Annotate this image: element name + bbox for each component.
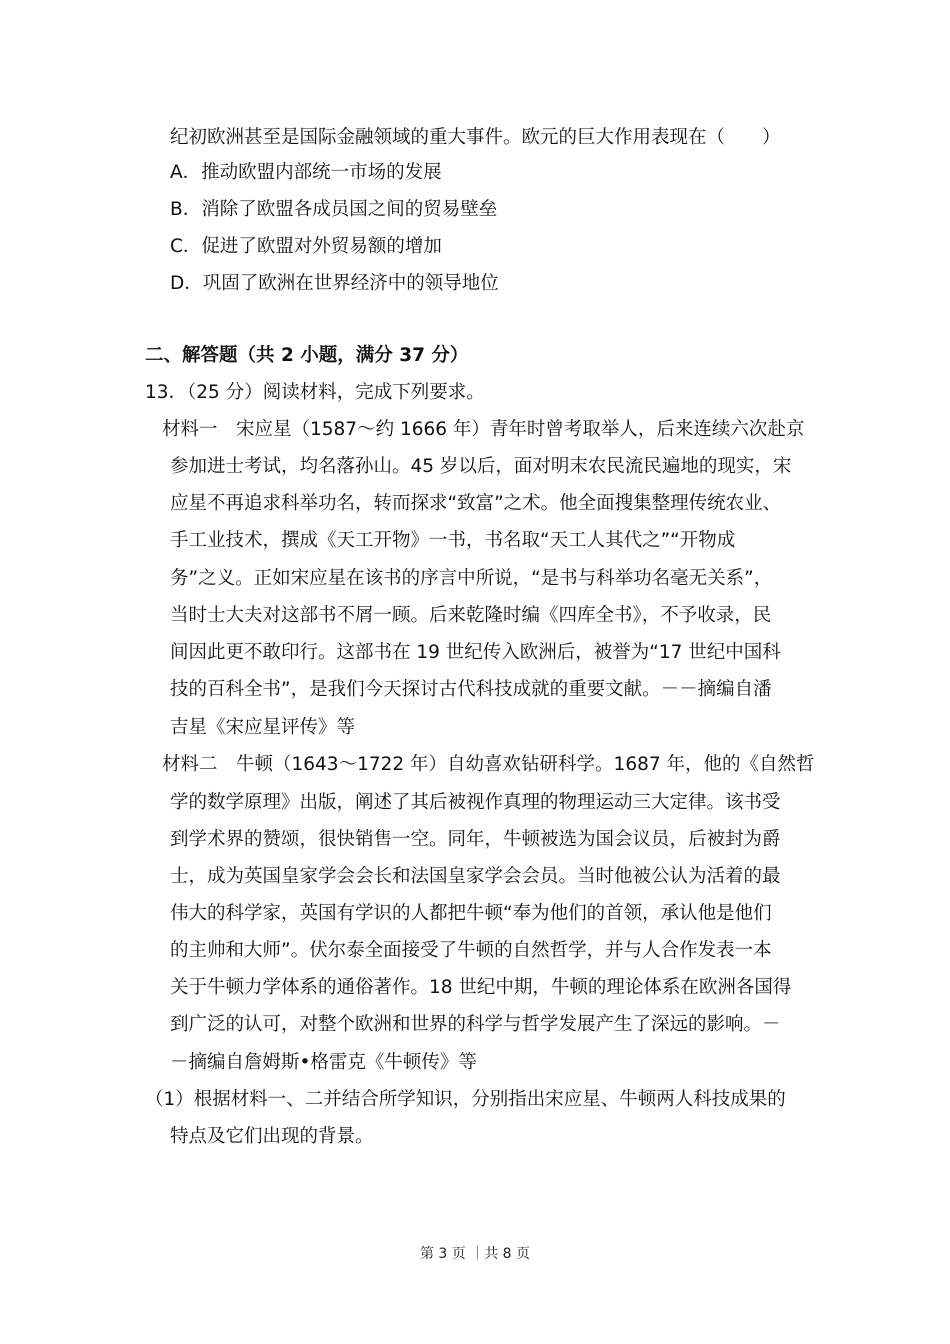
material-2-line: 学的数学原理》出版，阐述了其后被视作真理的物理运动三大定律。该书受 <box>170 792 781 813</box>
material-1-line: 间因此更不敢印行。这部书在 19 世纪传入欧洲后，被誉为“17 世纪中国科 <box>170 642 781 663</box>
material-1-line: 务”之义。正如宋应星在该书的序言中所说，“是书与科举功名毫无关系”， <box>170 568 773 589</box>
material-1-line: 材料一 宋应星（1587～约 1666 年）青年时曾考取举人，后来连续六次赴京 <box>162 419 805 440</box>
question-13-stem: 13．（25 分）阅读材料，完成下列要求。 <box>145 382 485 403</box>
material-1-line: 手工业技术，撰成《天工开物》一书，书名取“天工人其代之”“开物成 <box>170 530 736 551</box>
material-1-line: 参加进士考试，均名落孙山。45 岁以后，面对明末农民流民遍地的现实，宋 <box>170 456 792 477</box>
material-2-line: 士，成为英国皇家学会会长和法国皇家学会会员。当时他被公认为活着的最 <box>170 866 781 887</box>
section-heading: 二、解答题（共 2 小题，满分 37 分） <box>145 345 469 366</box>
option-d: D．巩固了欧洲在世界经济中的领导地位 <box>170 273 499 294</box>
page-footer: 第 3 页 ｜共 8 页 <box>419 1246 531 1262</box>
option-b: B．消除了欧盟各成员国之间的贸易壁垒 <box>170 199 498 220</box>
material-2-line: －摘编自詹姆斯•格雷克《牛顿传》等 <box>170 1052 477 1073</box>
material-1-line: 当时士大夫对这部书不屑一顾。后来乾隆时编《四库全书》，不予收录，民 <box>170 605 772 626</box>
material-1-line: 应星不再追求科举功名，转而探求“致富”之术。他全面搜集整理传统农业、 <box>170 493 782 514</box>
material-2-line: 到广泛的认可，对整个欧洲和世界的科学与哲学发展产生了深远的影响。－ <box>170 1014 781 1035</box>
material-2-line: 的主帅和大师”。伏尔泰全面接受了牛顿的自然哲学，并与人合作发表一本 <box>170 940 772 961</box>
material-2-line: 伟大的科学家，英国有学识的人都把牛顿“奉为他们的首领，承认他是他们 <box>170 903 772 924</box>
material-2-line: 关于牛顿力学体系的通俗著作。18 世纪中期，牛顿的理论体系在欧洲各国得 <box>170 977 792 998</box>
material-1-line: 技的百科全书”，是我们今天探讨古代科技成就的重要文献。－－摘编自潘 <box>170 679 772 700</box>
option-a: A．推动欧盟内部统一市场的发展 <box>170 162 442 183</box>
material-2-line: 材料二 牛顿（1643～1722 年）自幼喜欢钻研科学。1687 年，他的《自然哲 <box>162 754 815 775</box>
sub-question-1-line: 特点及它们出现的背景。 <box>170 1126 374 1147</box>
material-2-line: 到学术界的赞颂，很快销售一空。同年，牛顿被选为国会议员，后被封为爵 <box>170 829 781 850</box>
material-1-line: 吉星《宋应星评传》等 <box>170 717 356 738</box>
sub-question-1-line: （1）根据材料一、二并结合所学知识，分别指出宋应星、牛顿两人科技成果的 <box>145 1089 786 1110</box>
option-c: C．促进了欧盟对外贸易额的增加 <box>170 236 442 257</box>
question-12-stem-tail: 纪初欧洲甚至是国际金融领域的重大事件。欧元的巨大作用表现在（ ） <box>170 127 781 148</box>
